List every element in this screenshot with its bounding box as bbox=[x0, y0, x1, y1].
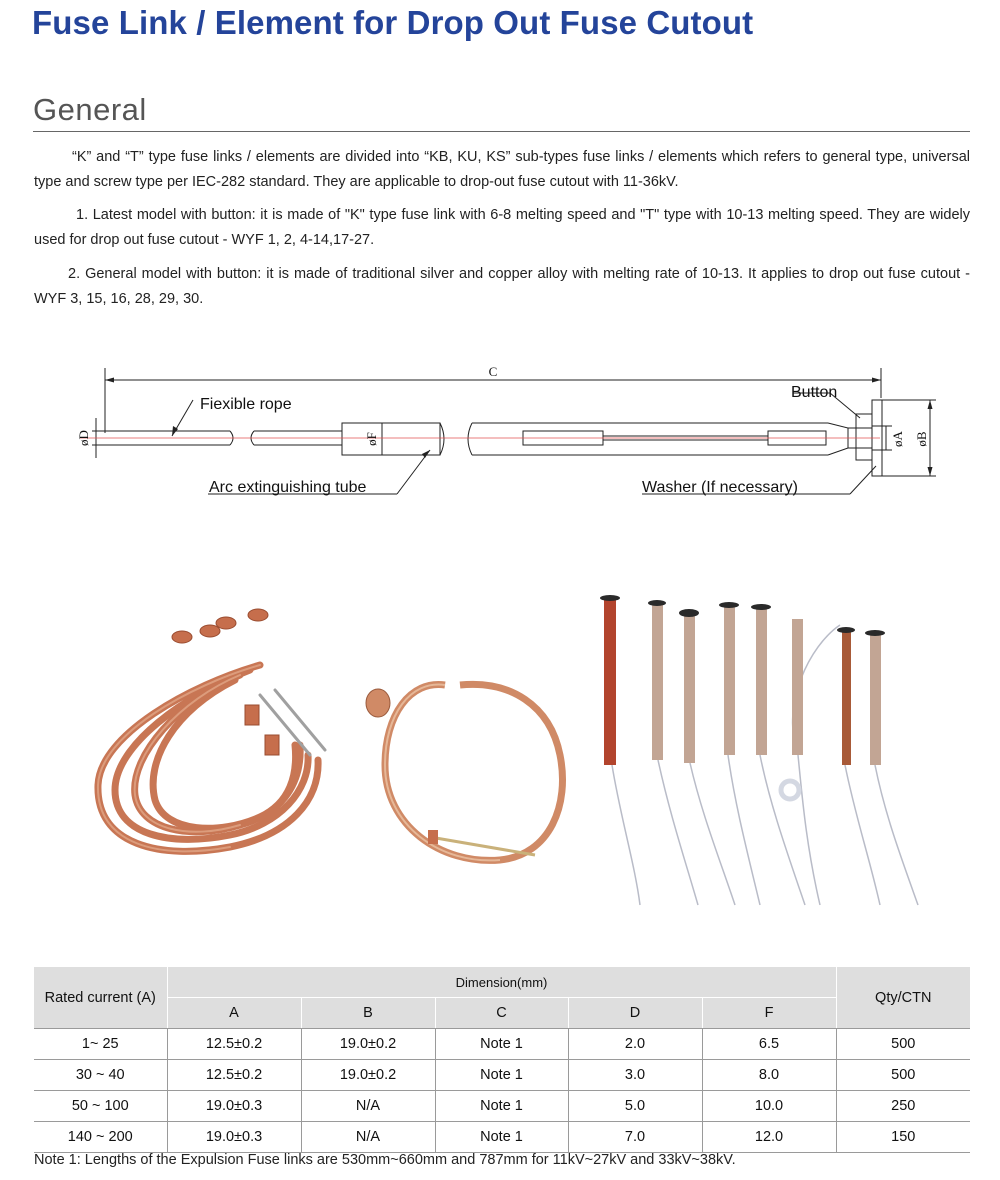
fuse-element-tubes-photo bbox=[600, 595, 918, 905]
dim-f-label: øF bbox=[364, 432, 379, 446]
cell-f: 10.0 bbox=[702, 1091, 836, 1122]
footnote: Note 1: Lengths of the Expulsion Fuse links are 530mm~660mm and 787mm for 11kV~27kV and 33kV~38kV. bbox=[34, 1152, 736, 1168]
fuse-link-drawing bbox=[60, 358, 960, 503]
section-title: General bbox=[33, 92, 147, 127]
arc-tube-label: Arc extinguishing tube bbox=[209, 479, 367, 496]
button-label: Button bbox=[791, 384, 838, 401]
table-row bbox=[34, 1091, 970, 1122]
cell-b: 19.0±0.2 bbox=[301, 1029, 435, 1060]
dim-d-label: øD bbox=[76, 430, 91, 446]
cell-c: Note 1 bbox=[435, 1122, 568, 1153]
header-col-f: F bbox=[702, 998, 836, 1029]
header-qty-ctn: Qty/CTN bbox=[836, 967, 970, 1029]
header-col-d: D bbox=[568, 998, 702, 1029]
cell-f: 8.0 bbox=[702, 1060, 836, 1091]
flexible-rope-label: Fiexible rope bbox=[200, 396, 292, 413]
cell-b: 19.0±0.2 bbox=[301, 1060, 435, 1091]
page-title: Fuse Link / Element for Drop Out Fuse Cutout bbox=[32, 4, 754, 41]
cell-rated: 30 ~ 40 bbox=[34, 1060, 167, 1091]
cell-a: 19.0±0.3 bbox=[167, 1122, 301, 1153]
cell-qty: 500 bbox=[836, 1060, 970, 1091]
cell-qty: 500 bbox=[836, 1029, 970, 1060]
product-photos bbox=[80, 585, 940, 915]
copper-link-bundle-photo bbox=[98, 609, 325, 851]
header-rated-current: Rated current (A) bbox=[34, 967, 167, 1029]
cell-rated: 140 ~ 200 bbox=[34, 1122, 167, 1153]
washer-label: Washer (If necessary) bbox=[642, 479, 798, 496]
section-divider bbox=[33, 131, 970, 132]
cell-b: N/A bbox=[301, 1122, 435, 1153]
spec-table bbox=[34, 967, 970, 1153]
cell-f: 6.5 bbox=[702, 1029, 836, 1060]
cell-rated: 50 ~ 100 bbox=[34, 1091, 167, 1122]
dim-a-label: øA bbox=[890, 431, 905, 447]
header-col-c: C bbox=[435, 998, 568, 1029]
cell-b: N/A bbox=[301, 1091, 435, 1122]
dim-b-label: øB bbox=[914, 431, 929, 447]
general-model-paragraph: 2. General model with button: it is made of traditional silver and copper alloy with melting rate of 10-13. It applies to drop out fuse cutout - WYF 3, 15, 16, 28, 29, 30. bbox=[34, 266, 970, 307]
cell-c: Note 1 bbox=[435, 1060, 568, 1091]
cell-d: 5.0 bbox=[568, 1091, 702, 1122]
cell-rated: 1~ 25 bbox=[34, 1029, 167, 1060]
cell-c: Note 1 bbox=[435, 1091, 568, 1122]
cell-f: 12.0 bbox=[702, 1122, 836, 1153]
header-col-a: A bbox=[167, 998, 301, 1029]
intro-paragraph: “K” and “T” type fuse links / elements are divided into “KB, KU, KS” sub-types fuse links / elements which refers to general type, universal type and screw type per IEC-282 standard. They are applicable to drop-out fuse cutout with 11-36kV. bbox=[34, 149, 970, 190]
dim-c-label: C bbox=[488, 364, 498, 379]
cell-d: 3.0 bbox=[568, 1060, 702, 1091]
cell-qty: 250 bbox=[836, 1091, 970, 1122]
cell-a: 12.5±0.2 bbox=[167, 1029, 301, 1060]
table-row bbox=[34, 1122, 970, 1153]
cell-qty: 150 bbox=[836, 1122, 970, 1153]
cell-c: Note 1 bbox=[435, 1029, 568, 1060]
table-row bbox=[34, 1029, 970, 1060]
header-col-b: B bbox=[301, 998, 435, 1029]
single-copper-link-photo bbox=[366, 684, 563, 860]
cell-a: 12.5±0.2 bbox=[167, 1060, 301, 1091]
latest-model-paragraph: 1. Latest model with button: it is made of "K" type fuse link with 6-8 melting speed and "T" type with 10-13 melting speed. They are widely used for drop out fuse cutout - WYF 1, 2, 4-14,17-27. bbox=[34, 207, 970, 248]
cell-d: 2.0 bbox=[568, 1029, 702, 1060]
cell-a: 19.0±0.3 bbox=[167, 1091, 301, 1122]
cell-d: 7.0 bbox=[568, 1122, 702, 1153]
table-row bbox=[34, 1060, 970, 1091]
header-dimension: Dimension(mm) bbox=[167, 967, 836, 998]
